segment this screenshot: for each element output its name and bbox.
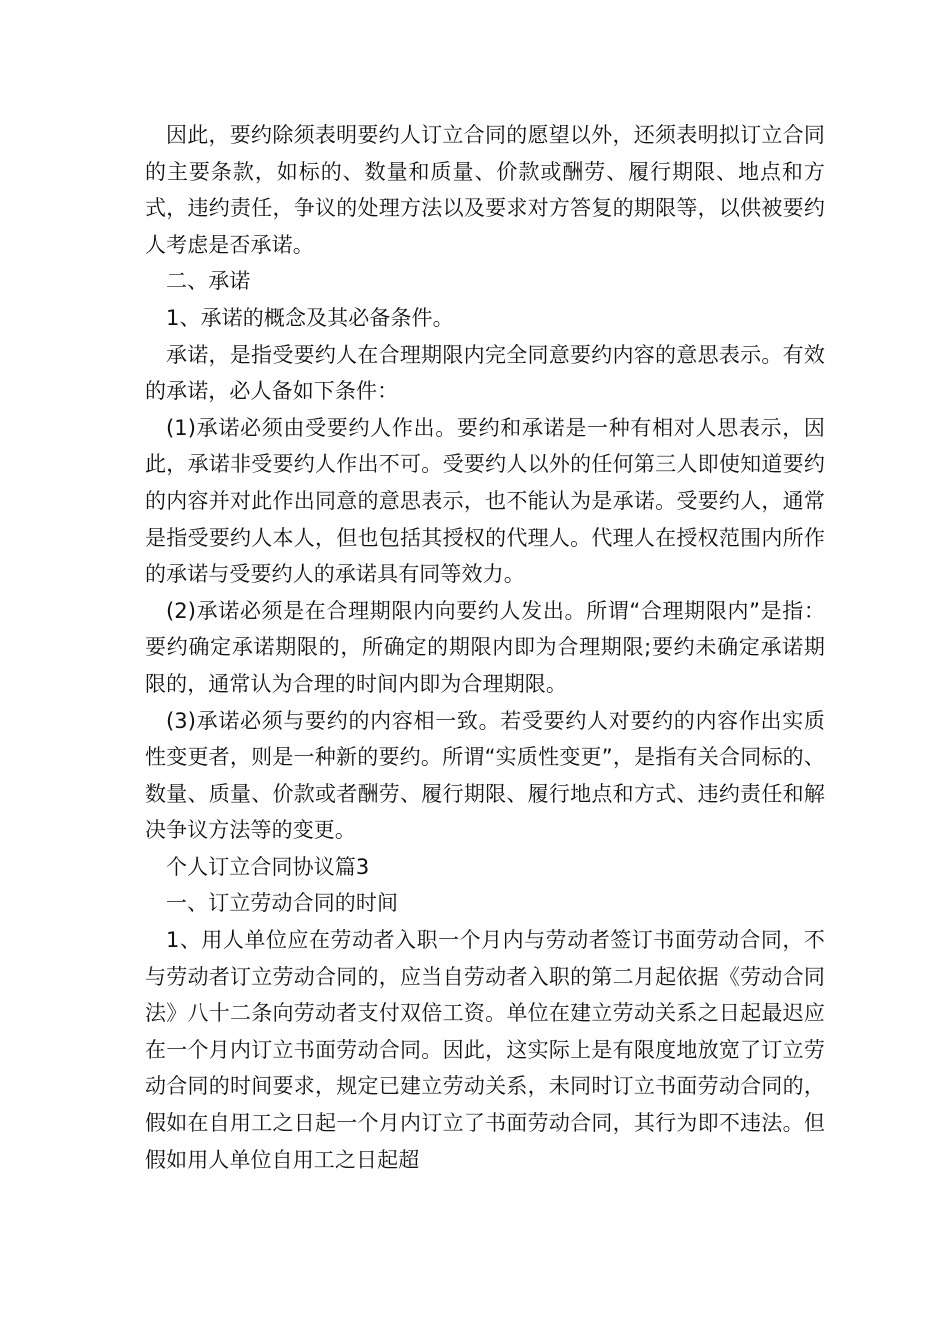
paragraph-condition-3: (3)承诺必须与要约的内容相一致。若受要约人对要约的内容作出实质性变更者，则是一种新的要约。所谓“实质性变更”，是指有关合同标的、数量、质量、价款或者酬劳、履行期限、履行地点和方式、违约责任和解决争议方法等的变更。 [145, 708, 825, 843]
subheading-acceptance-concept: 1、承诺的概念及其必备条件。 [166, 305, 454, 330]
article-title-part-3: 个人订立合同协议篇3 [166, 854, 370, 879]
paragraph-offer-terms: 因此，要约除须表明要约人订立合同的愿望以外，还须表明拟订立合同的主要条款，如标的、数量和质量、价款或酬劳、履行期限、地点和方式，违约责任，争议的处理方法以及要求对方答复的期限等，以供被要约人考虑是否承诺。 [145, 123, 825, 257]
paragraph-acceptance-definition: 承诺，是指受要约人在合理期限内完全同意要约内容的意思表示。有效的承诺，必人备如下条件： [145, 342, 825, 404]
paragraph-condition-2: (2)承诺必须是在合理期限内向要约人发出。所谓“合理期限内”是指：要约确定承诺期限的，所确定的期限内即为合理期限;要约未确定承诺期限的，通常认为合理的时间内即为合理期限。 [145, 598, 825, 696]
paragraph-condition-1: (1)承诺必须由受要约人作出。要约和承诺是一种有相对人思表示，因此，承诺非受要约人作出不可。受要约人以外的任何第三人即使知道要约的内容并对此作出同意的意思表示，也不能认为是承诺。受要约人，通常是指受要约人本人，但也包括其授权的代理人。代理人在授权范围内所作的承诺与受要约人的承诺具有同等效力。 [145, 415, 825, 587]
section-heading-contract-time: 一、订立劳动合同的时间 [166, 891, 399, 916]
paragraph-contract-time-rule: 1、用人单位应在劳动者入职一个月内与劳动者签订书面劳动合同，不与劳动者订立劳动合同的，应当自劳动者入职的第二月起依据《劳动合同法》八十二条向劳动者支付双倍工资。单位在建立劳动关系之日起最迟应在一个月内订立书面劳动合同。因此，这实际上是有限度地放宽了订立劳动合同的时间要求，规定已建立劳动关系，未同时订立书面劳动合同的，假如在自用工之日起一个月内订立了书面劳动合同，其行为即不违法。但假如用人单位自用工之日起超 [145, 928, 825, 1172]
section-heading-acceptance: 二、承诺 [166, 269, 251, 294]
document-body [145, 117, 825, 1178]
